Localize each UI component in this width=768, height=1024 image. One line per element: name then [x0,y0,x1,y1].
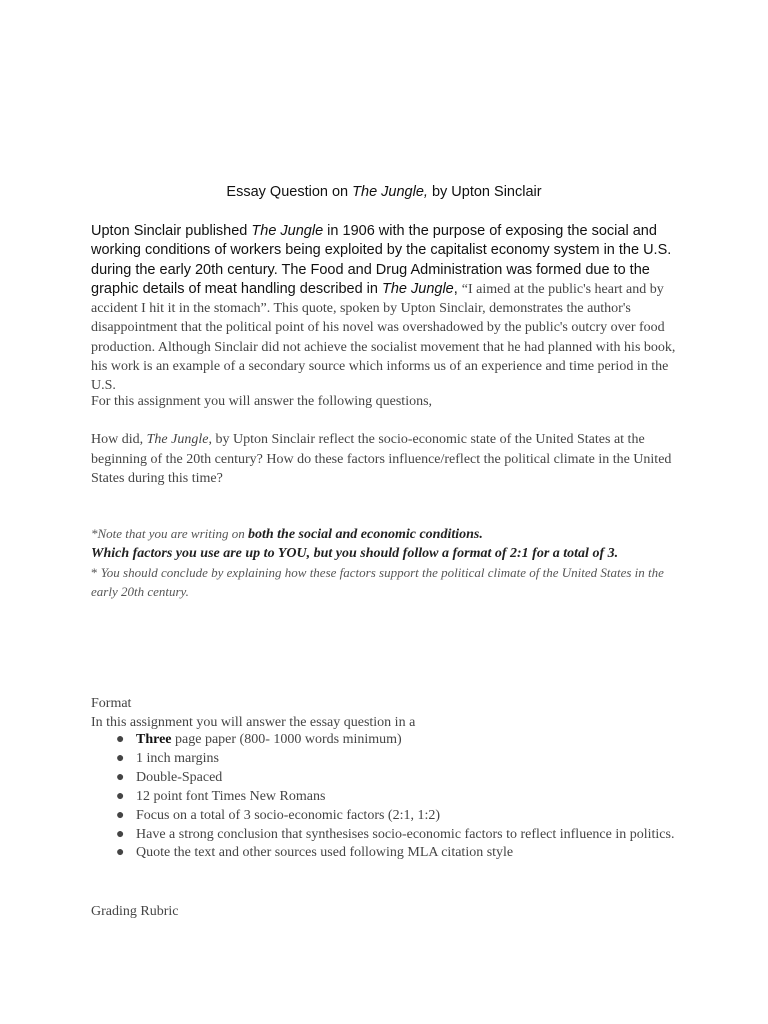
bullet-icon: ● [116,807,125,823]
bullet-icon: ● [116,769,125,785]
essay-question [91,430,691,489]
intro-book-2: The Jungle [381,280,454,297]
intro-rest: . This quote, spoken by Upton Sinclair, demonstrates the author's disappointment that the political point of his novel was overshadowed by the public's outcry over food production. Although Sinclair did not achieve the socialist movement that he had planned with his book, his work is an example of a secondary source which informs us of an experience and time period in the U.S. [91,301,676,394]
essay-title [0,184,768,200]
format-item-bold: Three [136,732,172,747]
format-item-text: Have a strong conclusion that synthesises socio-economic factors to reflect influence in politics. [136,826,675,842]
format-item-text: 1 inch margins [136,750,219,766]
format-item-text: Quote the text and other sources used following MLA citation style [136,845,514,861]
question-book: The Jungle [146,432,209,447]
bullet-icon: ● [116,732,125,747]
format-list-item [116,769,674,788]
note-line-1-bold: both the social and economic conditions. [247,527,483,542]
note-line-1 [91,524,691,544]
intro-s1: Upton Sinclair published [91,223,252,239]
format-list-item [116,807,674,826]
question-post: , by Upton Sinclair reflect the socio-economic state of the United States at the beginning of the 20th century? How do these factors influence/reflect the political climate in the United States during this time? [91,432,672,486]
title-suffix: by Upton Sinclair [427,184,542,200]
format-heading: Format [91,696,132,711]
format-item-text: Focus on a total of 3 socio-economic factors (2:1, 1:2) [136,807,441,823]
note-line-2: Which factors you use are up to YOU, but you should follow a format of 2:1 for a total of 3. [91,546,619,561]
format-list-item [116,750,674,769]
format-item-text: Double-Spaced [136,769,223,785]
assignment-intro: For this assignment you will answer the following questions, [91,394,433,409]
format-item-text: 12 point font Times New Romans [136,788,326,804]
note-line-1-pre: *Note that you are writing on [91,526,248,541]
format-list-item [116,844,674,863]
format-list-item [116,826,674,845]
format-list-item [116,731,674,750]
intro-quote: “I aimed at the public's heart and by accident I hit it in the stomach” [91,281,664,317]
bullet-icon: ● [116,750,125,766]
bullet-icon: ● [116,788,125,804]
note-block [91,524,691,601]
rubric-heading: Grading Rubric [91,904,179,919]
note-line-3-star: * [91,565,101,580]
intro-paragraph [91,222,691,396]
bullet-icon: ● [116,845,125,861]
note-line-3-text: You should conclude by explaining how these factors support the political climate of the United States in the early 20th century. [91,565,664,599]
format-list [116,731,674,863]
title-prefix: Essay Question on [226,184,353,200]
bullet-icon: ● [116,826,125,842]
note-line-3 [91,563,691,601]
intro-s2: in 1906 with the purpose of exposing the social and working conditions of workers being exploited by the capitalist economy system in the U.S. during the early 20th century. The Food and Drug Administration was formed due to the graphic details of meat handling described in [91,223,672,297]
question-pre: How did, [91,432,147,447]
intro-book-1: The Jungle [251,223,324,239]
intro-s3: , [453,280,462,297]
format-item-text: page paper (800- 1000 words minimum) [171,732,402,747]
format-intro: In this assignment you will answer the essay question in a [91,715,416,730]
title-book: The Jungle, [352,184,428,200]
format-list-item [116,788,674,807]
